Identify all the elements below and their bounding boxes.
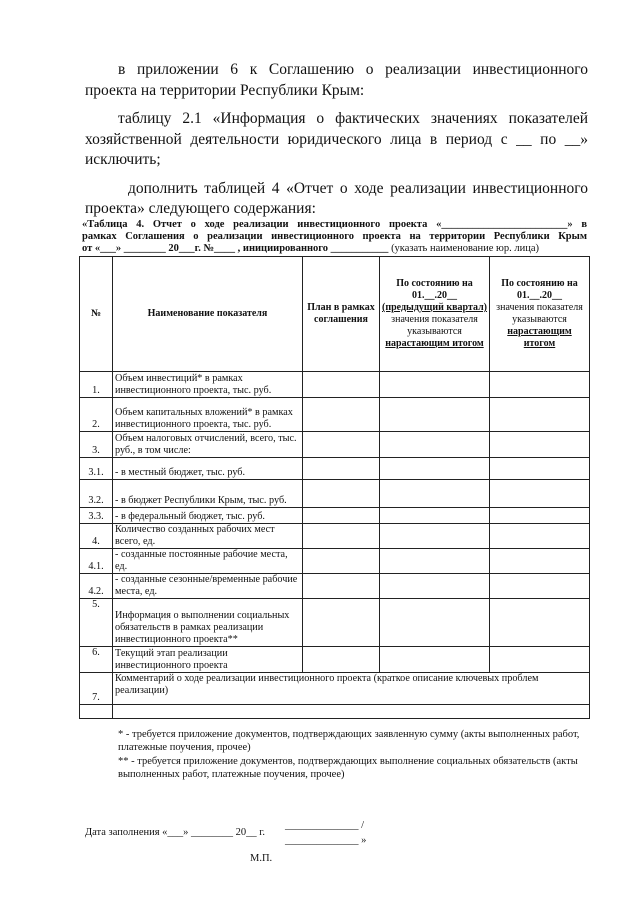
col-header-current-note: значения показателя указываются xyxy=(496,302,583,325)
intro-p3-line2: проекта» следующего содержания: xyxy=(85,200,316,217)
table-row xyxy=(80,372,590,398)
table-caption xyxy=(82,219,587,255)
row-plan-value-cell[interactable] xyxy=(303,398,380,432)
caption-line3-main: от «___» ________ 20___г. №____ , инициированного ___________ xyxy=(82,243,389,254)
row-indicator-name: Объем капитальных вложений* в рамках инвестиционного проекта, тыс. руб. xyxy=(113,398,303,432)
row-indicator-name: - в местный бюджет, тыс. руб. xyxy=(113,458,303,480)
row-plan-value-cell[interactable] xyxy=(303,574,380,599)
row-plan-value-cell[interactable] xyxy=(303,372,380,398)
table-row xyxy=(80,647,590,673)
row-current-value-cell[interactable] xyxy=(490,599,590,647)
col-header-prev-cumulative: нарастающим итогом xyxy=(385,338,484,349)
col-header-prev-date: По состоянию на 01.__.20__ xyxy=(396,278,473,301)
row-previous-value-cell[interactable] xyxy=(380,372,490,398)
row-indicator-name: - созданные постоянные рабочие места, ед. xyxy=(113,549,303,574)
row-num: 4. xyxy=(80,524,113,549)
row-indicator-name: - созданные сезонные/временные рабочие места, ед. xyxy=(113,574,303,599)
col-header-num: № xyxy=(80,257,113,372)
intro-p2-line3: исключить; xyxy=(85,151,161,168)
col-header-current xyxy=(490,257,590,372)
row-indicator-name: - в федеральный бюджет, тыс. руб. xyxy=(113,508,303,524)
row-plan-value-cell[interactable] xyxy=(303,647,380,673)
table-row xyxy=(80,398,590,432)
intro-p1-line2: проекта на территории Республики Крым: xyxy=(85,82,365,99)
row-plan-value-cell[interactable] xyxy=(303,599,380,647)
table-row-empty xyxy=(80,705,590,719)
col-header-current-date: По состоянию на 01.__.20__ xyxy=(501,278,578,301)
row-previous-value-cell[interactable] xyxy=(380,599,490,647)
row-current-value-cell[interactable] xyxy=(490,432,590,458)
intro-p3-line1: дополнить таблицей 4 «Отчет о ходе реализации инвестиционного xyxy=(128,180,588,197)
row-indicator-name: Объем налоговых отчислений, всего, тыс. руб., в том числе: xyxy=(113,432,303,458)
footnote-1: * - требуется приложение документов, подтверждающих заявленную сумму (акты выполненных работ, платежные поучения, прочее) xyxy=(118,729,580,753)
table-row xyxy=(80,574,590,599)
empty-cell xyxy=(80,705,113,719)
signature-line-2: ______________ » xyxy=(285,835,367,846)
row-indicator-name: - в бюджет Республики Крым, тыс. руб. xyxy=(113,480,303,508)
table-row xyxy=(80,549,590,574)
row-current-value-cell[interactable] xyxy=(490,574,590,599)
row-num: 3.2. xyxy=(80,480,113,508)
row-previous-value-cell[interactable] xyxy=(380,508,490,524)
row-num: 3. xyxy=(80,432,113,458)
row-7-num: 7. xyxy=(80,673,113,705)
row-previous-value-cell[interactable] xyxy=(380,480,490,508)
row-previous-value-cell[interactable] xyxy=(380,647,490,673)
row-num: 4.1. xyxy=(80,549,113,574)
table-row xyxy=(80,599,590,647)
row-current-value-cell[interactable] xyxy=(490,524,590,549)
col-header-current-cumulative: нарастающим итогом xyxy=(507,326,572,349)
row-current-value-cell[interactable] xyxy=(490,398,590,432)
row-num: 3.1. xyxy=(80,458,113,480)
row-7-comment: Комментарий о ходе реализации инвестиционного проекта (краткое описание ключевых проблем реализации) xyxy=(113,673,590,705)
report-table xyxy=(79,256,590,719)
row-current-value-cell[interactable] xyxy=(490,647,590,673)
row-num: 1. xyxy=(80,372,113,398)
stamp-place: М.П. xyxy=(250,853,273,864)
row-plan-value-cell[interactable] xyxy=(303,432,380,458)
row-plan-value-cell[interactable] xyxy=(303,508,380,524)
row-previous-value-cell[interactable] xyxy=(380,524,490,549)
row-previous-value-cell[interactable] xyxy=(380,458,490,480)
row-indicator-name: Текущий этап реализации инвестиционного проекта xyxy=(113,647,303,673)
caption-line2: рамках Соглашения о реализации инвестиционного проекта на территории Республики Крым xyxy=(82,231,587,242)
row-current-value-cell[interactable] xyxy=(490,458,590,480)
row-current-value-cell[interactable] xyxy=(490,508,590,524)
row-num: 6. xyxy=(80,647,113,673)
row-num: 2. xyxy=(80,398,113,432)
row-num: 5. xyxy=(80,599,113,647)
date-of-completion: Дата заполнения «___» ________ 20__ г. xyxy=(85,827,266,838)
caption-line1: «Таблица 4. Отчет о ходе реализации инвестиционного проекта «________________________» в xyxy=(82,219,587,230)
table-row xyxy=(80,508,590,524)
col-header-prev xyxy=(380,257,490,372)
row-plan-value-cell[interactable] xyxy=(303,458,380,480)
row-num: 4.2. xyxy=(80,574,113,599)
row-previous-value-cell[interactable] xyxy=(380,432,490,458)
col-header-prev-quarter: (предыдущий квартал) xyxy=(382,302,488,313)
row-indicator-name: Объем инвестиций* в рамках инвестиционного проекта, тыс. руб. xyxy=(113,372,303,398)
table-row-7 xyxy=(80,673,590,705)
intro-p2-line2: хозяйственной деятельности юридического лица в период с __ по __» xyxy=(85,131,588,148)
caption-line3 xyxy=(82,243,587,255)
signature-line-1: ______________ / xyxy=(285,820,365,831)
row-previous-value-cell[interactable] xyxy=(380,549,490,574)
empty-cell xyxy=(113,705,590,719)
row-plan-value-cell[interactable] xyxy=(303,549,380,574)
col-header-prev-note: значения показателя указываются xyxy=(391,314,478,337)
caption-line3-sub: (указать наименование юр. лица) xyxy=(388,243,540,254)
table-row xyxy=(80,458,590,480)
row-indicator-name: Информация о выполнении социальных обязательств в рамках реализации инвестиционного проекта** xyxy=(113,599,303,647)
table-row xyxy=(80,524,590,549)
row-current-value-cell[interactable] xyxy=(490,480,590,508)
row-current-value-cell[interactable] xyxy=(490,549,590,574)
table-header-row xyxy=(80,257,590,372)
row-previous-value-cell[interactable] xyxy=(380,398,490,432)
row-plan-value-cell[interactable] xyxy=(303,524,380,549)
col-header-plan: План в рамках соглашения xyxy=(303,257,380,372)
row-num: 3.3. xyxy=(80,508,113,524)
intro-p2-line1: таблицу 2.1 «Информация о фактических значениях показателей xyxy=(118,110,588,127)
footnote-2: ** - требуется приложение документов, подтверждающих выполнение социальных обязательств (акты выполненных работ, платежные поучения, прочее) xyxy=(118,756,578,780)
row-plan-value-cell[interactable] xyxy=(303,480,380,508)
intro-p1-line1: в приложении 6 к Соглашению о реализации инвестиционного xyxy=(118,61,588,78)
table-row xyxy=(80,480,590,508)
row-indicator-name: Количество созданных рабочих мест всего, ед. xyxy=(113,524,303,549)
row-previous-value-cell[interactable] xyxy=(380,574,490,599)
row-current-value-cell[interactable] xyxy=(490,372,590,398)
table-row xyxy=(80,432,590,458)
col-header-name: Наименование показателя xyxy=(113,257,303,372)
